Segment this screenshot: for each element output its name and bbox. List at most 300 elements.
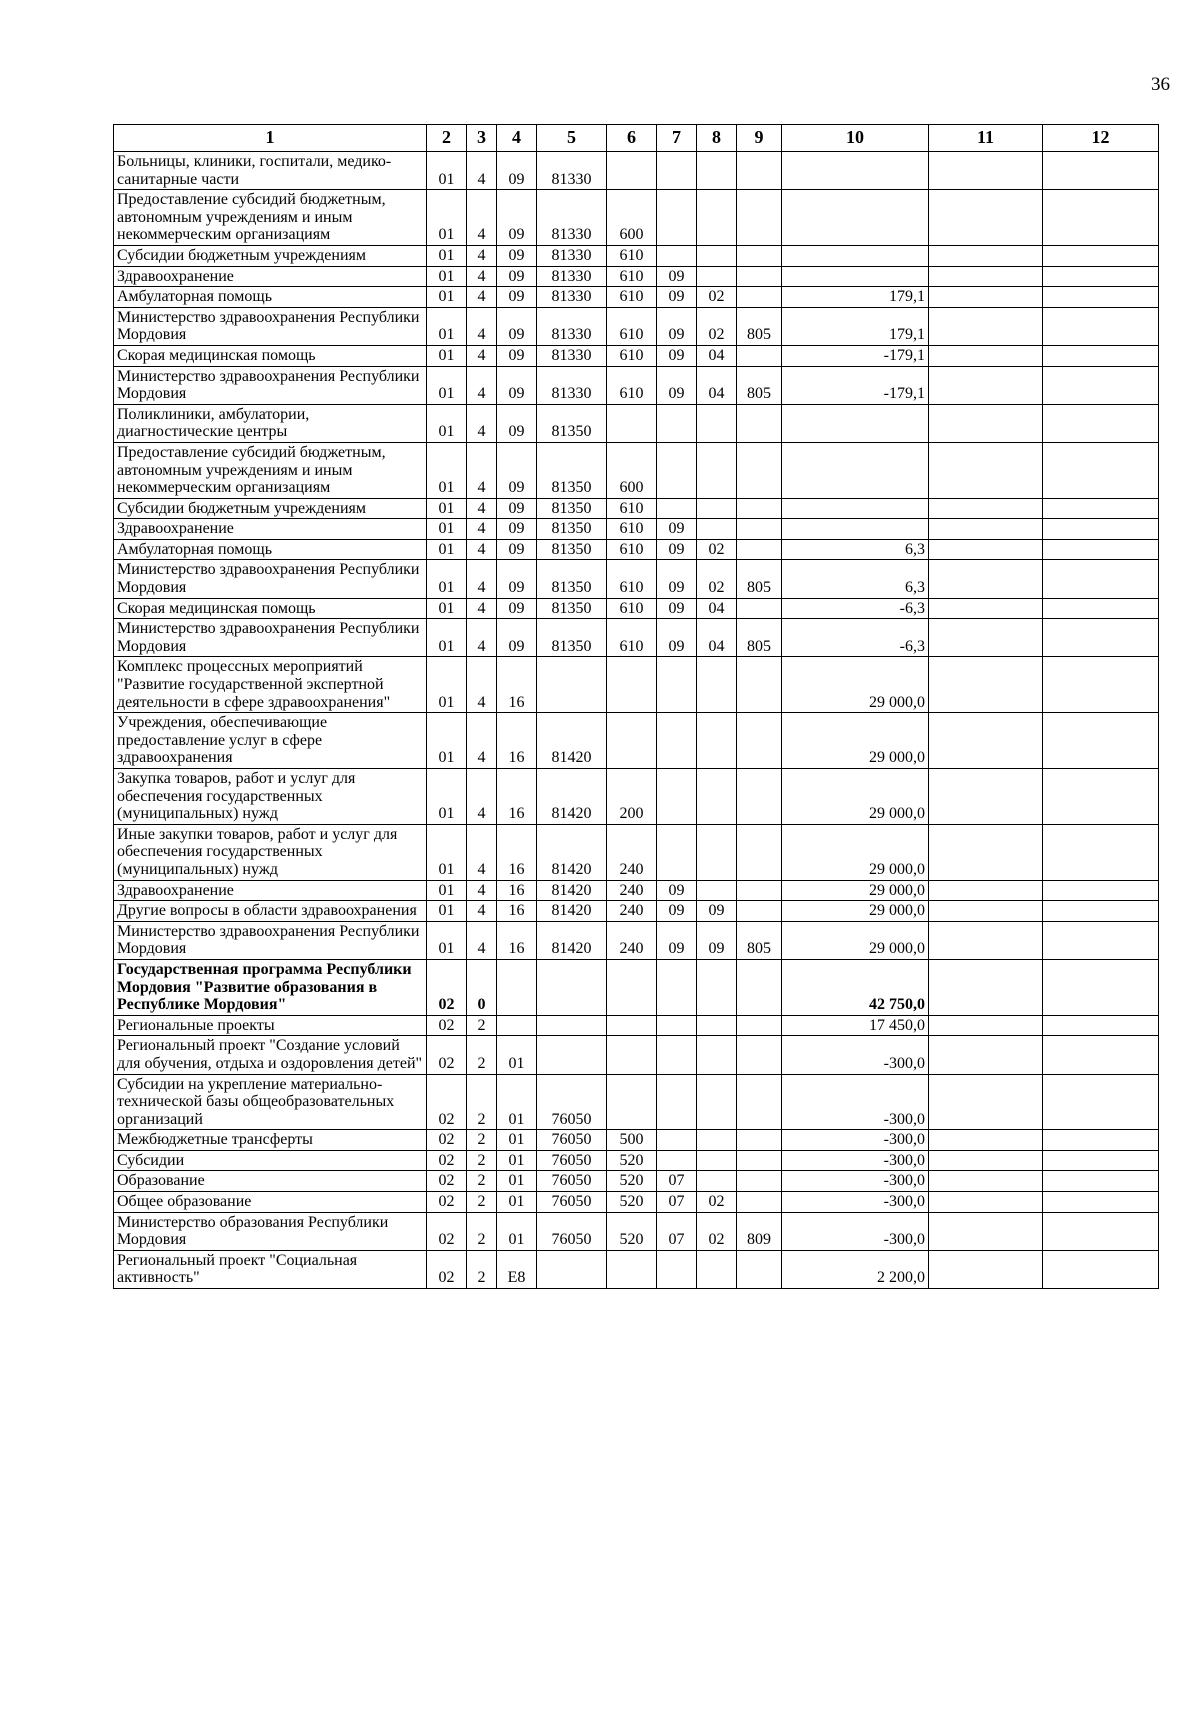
code-cell-col3: 4: [467, 404, 497, 442]
code-cell-col4: 09: [497, 152, 537, 190]
amount-cell-col12: [1043, 769, 1159, 825]
code-cell-col2: 01: [427, 769, 467, 825]
row-name-cell: Поликлиники, амбулатории, диагностические центры: [114, 404, 427, 442]
code-cell-col7: [657, 824, 697, 880]
code-cell-col9: [737, 404, 782, 442]
code-cell-col5: 76050: [537, 1150, 607, 1171]
row-name-cell: Амбулаторная помощь: [114, 539, 427, 560]
code-cell-col2: 01: [427, 539, 467, 560]
code-cell-col2: 01: [427, 880, 467, 901]
code-cell-col9: [737, 1250, 782, 1288]
table-row: [114, 366, 1159, 404]
code-cell-col8: [697, 190, 737, 246]
code-cell-col8: 02: [697, 560, 737, 598]
code-cell-col2: 02: [427, 1074, 467, 1130]
amount-cell-col12: [1043, 366, 1159, 404]
code-cell-col3: 4: [467, 598, 497, 619]
amount-cell-col11: [929, 266, 1043, 287]
amount-cell-col11: [929, 598, 1043, 619]
row-name-cell: Министерство здравоохранения Республики Мордовия: [114, 366, 427, 404]
code-cell-col9: 805: [737, 366, 782, 404]
code-cell-col5: 81350: [537, 442, 607, 498]
code-cell-col3: 4: [467, 880, 497, 901]
code-cell-col3: 4: [467, 713, 497, 769]
amount-cell-col11: [929, 901, 1043, 922]
code-cell-col4: 16: [497, 880, 537, 901]
code-cell-col9: [737, 598, 782, 619]
amount-cell-col10: 179,1: [782, 307, 929, 345]
amount-cell-col10: [782, 519, 929, 540]
amount-cell-col10: -300,0: [782, 1171, 929, 1192]
code-cell-col8: 02: [697, 287, 737, 308]
amount-cell-col10: [782, 152, 929, 190]
table-row: [114, 959, 1159, 1015]
code-cell-col4: [497, 1015, 537, 1036]
code-cell-col4: 09: [497, 345, 537, 366]
code-cell-col8: [697, 880, 737, 901]
table-row: [114, 1036, 1159, 1074]
code-cell-col6: 610: [607, 539, 657, 560]
amount-cell-col12: [1043, 266, 1159, 287]
code-cell-col7: 09: [657, 266, 697, 287]
row-name-cell: Здравоохранение: [114, 519, 427, 540]
code-cell-col7: [657, 1036, 697, 1074]
code-cell-col8: 09: [697, 901, 737, 922]
code-cell-col9: [737, 713, 782, 769]
table-row: [114, 1074, 1159, 1130]
amount-cell-col10: -179,1: [782, 345, 929, 366]
amount-cell-col11: [929, 519, 1043, 540]
amount-cell-col10: 179,1: [782, 287, 929, 308]
column-header-1: 1: [114, 125, 427, 152]
code-cell-col8: [697, 959, 737, 1015]
code-cell-col6: [607, 1015, 657, 1036]
code-cell-col9: [737, 1171, 782, 1192]
code-cell-col4: 09: [497, 560, 537, 598]
code-cell-col9: 809: [737, 1212, 782, 1250]
code-cell-col2: 01: [427, 619, 467, 657]
code-cell-col3: 4: [467, 498, 497, 519]
amount-cell-col12: [1043, 1036, 1159, 1074]
code-cell-col7: 09: [657, 619, 697, 657]
code-cell-col3: 2: [467, 1036, 497, 1074]
amount-cell-col11: [929, 404, 1043, 442]
amount-cell-col10: 29 000,0: [782, 657, 929, 713]
code-cell-col2: 01: [427, 598, 467, 619]
code-cell-col5: 81330: [537, 307, 607, 345]
amount-cell-col10: 29 000,0: [782, 921, 929, 959]
code-cell-col9: [737, 880, 782, 901]
table-row: [114, 539, 1159, 560]
amount-cell-col12: [1043, 404, 1159, 442]
code-cell-col6: 600: [607, 442, 657, 498]
column-header-3: 3: [467, 125, 497, 152]
code-cell-col4: 16: [497, 921, 537, 959]
code-cell-col4: 09: [497, 190, 537, 246]
code-cell-col4: 09: [497, 498, 537, 519]
amount-cell-col11: [929, 498, 1043, 519]
row-name-cell: Министерство здравоохранения Республики Мордовия: [114, 307, 427, 345]
code-cell-col7: 07: [657, 1192, 697, 1213]
code-cell-col3: 4: [467, 657, 497, 713]
amount-cell-col11: [929, 539, 1043, 560]
row-name-cell: Скорая медицинская помощь: [114, 345, 427, 366]
amount-cell-col12: [1043, 824, 1159, 880]
amount-cell-col12: [1043, 921, 1159, 959]
amount-cell-col10: 2 200,0: [782, 1250, 929, 1288]
code-cell-col3: 4: [467, 619, 497, 657]
code-cell-col4: [497, 959, 537, 1015]
table-row: [114, 880, 1159, 901]
code-cell-col4: 01: [497, 1074, 537, 1130]
table-row: [114, 307, 1159, 345]
table-row: [114, 266, 1159, 287]
column-header-11: 11: [929, 125, 1043, 152]
code-cell-col7: 09: [657, 307, 697, 345]
code-cell-col8: [697, 498, 737, 519]
amount-cell-col10: -6,3: [782, 619, 929, 657]
amount-cell-col10: [782, 404, 929, 442]
table-row: [114, 245, 1159, 266]
code-cell-col6: 610: [607, 560, 657, 598]
code-cell-col5: 81420: [537, 901, 607, 922]
table-row: [114, 498, 1159, 519]
amount-cell-col11: [929, 1015, 1043, 1036]
row-name-cell: Региональные проекты: [114, 1015, 427, 1036]
code-cell-col7: [657, 152, 697, 190]
code-cell-col8: [697, 1036, 737, 1074]
code-cell-col3: 4: [467, 519, 497, 540]
code-cell-col7: [657, 1015, 697, 1036]
code-cell-col8: 02: [697, 539, 737, 560]
code-cell-col6: [607, 713, 657, 769]
code-cell-col5: 81420: [537, 921, 607, 959]
code-cell-col3: 4: [467, 245, 497, 266]
code-cell-col8: 02: [697, 1192, 737, 1213]
code-cell-col6: [607, 404, 657, 442]
code-cell-col2: 01: [427, 307, 467, 345]
table-row: [114, 190, 1159, 246]
code-cell-col9: 805: [737, 619, 782, 657]
code-cell-col7: [657, 1250, 697, 1288]
amount-cell-col10: -300,0: [782, 1074, 929, 1130]
code-cell-col2: 02: [427, 1212, 467, 1250]
row-name-cell: Другие вопросы в области здравоохранения: [114, 901, 427, 922]
code-cell-col6: 500: [607, 1130, 657, 1151]
code-cell-col6: 520: [607, 1212, 657, 1250]
code-cell-col9: [737, 287, 782, 308]
code-cell-col6: 610: [607, 345, 657, 366]
row-name-cell: Субсидии бюджетным учреждениям: [114, 245, 427, 266]
code-cell-col9: [737, 1192, 782, 1213]
code-cell-col2: 01: [427, 190, 467, 246]
code-cell-col2: 01: [427, 560, 467, 598]
amount-cell-col12: [1043, 880, 1159, 901]
code-cell-col9: 805: [737, 307, 782, 345]
amount-cell-col10: 42 750,0: [782, 959, 929, 1015]
code-cell-col7: [657, 498, 697, 519]
code-cell-col8: [697, 442, 737, 498]
code-cell-col2: 01: [427, 713, 467, 769]
table-body: [114, 152, 1159, 1289]
table-row: [114, 519, 1159, 540]
code-cell-col4: 16: [497, 769, 537, 825]
code-cell-col2: 02: [427, 1192, 467, 1213]
amount-cell-col12: [1043, 442, 1159, 498]
amount-cell-col11: [929, 769, 1043, 825]
code-cell-col4: 09: [497, 245, 537, 266]
code-cell-col9: [737, 824, 782, 880]
code-cell-col5: 81330: [537, 345, 607, 366]
column-header-4: 4: [497, 125, 537, 152]
row-name-cell: Министерство здравоохранения Республики Мордовия: [114, 619, 427, 657]
row-name-cell: Закупка товаров, работ и услуг для обеспечения государственных (муниципальных) нужд: [114, 769, 427, 825]
amount-cell-col11: [929, 1250, 1043, 1288]
amount-cell-col12: [1043, 1130, 1159, 1151]
code-cell-col2: 01: [427, 657, 467, 713]
amount-cell-col12: [1043, 657, 1159, 713]
amount-cell-col12: [1043, 1074, 1159, 1130]
amount-cell-col10: [782, 442, 929, 498]
code-cell-col3: 4: [467, 560, 497, 598]
code-cell-col8: [697, 713, 737, 769]
code-cell-col3: 2: [467, 1130, 497, 1151]
code-cell-col2: 02: [427, 1015, 467, 1036]
code-cell-col9: [737, 1074, 782, 1130]
code-cell-col7: [657, 657, 697, 713]
amount-cell-col12: [1043, 959, 1159, 1015]
code-cell-col9: [737, 1036, 782, 1074]
code-cell-col2: 01: [427, 287, 467, 308]
amount-cell-col12: [1043, 598, 1159, 619]
code-cell-col4: 16: [497, 901, 537, 922]
code-cell-col6: 610: [607, 287, 657, 308]
code-cell-col5: 81350: [537, 539, 607, 560]
code-cell-col5: 76050: [537, 1192, 607, 1213]
amount-cell-col12: [1043, 287, 1159, 308]
code-cell-col7: [657, 959, 697, 1015]
code-cell-col9: [737, 519, 782, 540]
code-cell-col5: 81350: [537, 404, 607, 442]
code-cell-col7: 09: [657, 519, 697, 540]
amount-cell-col12: [1043, 713, 1159, 769]
row-name-cell: Учреждения, обеспечивающие предоставление услуг в сфере здравоохранения: [114, 713, 427, 769]
code-cell-col4: 01: [497, 1130, 537, 1151]
code-cell-col7: 09: [657, 560, 697, 598]
code-cell-col8: [697, 404, 737, 442]
code-cell-col3: 4: [467, 266, 497, 287]
code-cell-col2: 01: [427, 921, 467, 959]
code-cell-col6: 610: [607, 307, 657, 345]
code-cell-col8: [697, 1171, 737, 1192]
code-cell-col2: 01: [427, 519, 467, 540]
code-cell-col6: [607, 959, 657, 1015]
code-cell-col7: 07: [657, 1212, 697, 1250]
row-name-cell: Субсидии на укрепление материально-технической базы общеобразовательных организаций: [114, 1074, 427, 1130]
code-cell-col5: 81330: [537, 152, 607, 190]
amount-cell-col12: [1043, 539, 1159, 560]
code-cell-col6: [607, 152, 657, 190]
code-cell-col5: 81330: [537, 287, 607, 308]
code-cell-col7: 09: [657, 366, 697, 404]
code-cell-col4: 09: [497, 442, 537, 498]
code-cell-col5: 76050: [537, 1130, 607, 1151]
table-row: [114, 1150, 1159, 1171]
amount-cell-col11: [929, 713, 1043, 769]
row-name-cell: Предоставление субсидий бюджетным, автономным учреждениям и иным некоммерческим организациям: [114, 190, 427, 246]
code-cell-col3: 0: [467, 959, 497, 1015]
code-cell-col2: 02: [427, 1036, 467, 1074]
amount-cell-col11: [929, 245, 1043, 266]
column-header-5: 5: [537, 125, 607, 152]
code-cell-col6: [607, 1250, 657, 1288]
budget-table: [113, 124, 1159, 1289]
code-cell-col2: 01: [427, 152, 467, 190]
table-row: [114, 1192, 1159, 1213]
code-cell-col2: 02: [427, 1150, 467, 1171]
code-cell-col5: 81350: [537, 598, 607, 619]
code-cell-col8: [697, 1130, 737, 1151]
code-cell-col9: [737, 442, 782, 498]
amount-cell-col11: [929, 366, 1043, 404]
code-cell-col2: 02: [427, 959, 467, 1015]
code-cell-col8: 02: [697, 307, 737, 345]
code-cell-col6: 240: [607, 901, 657, 922]
code-cell-col9: [737, 245, 782, 266]
amount-cell-col11: [929, 619, 1043, 657]
code-cell-col2: 01: [427, 245, 467, 266]
code-cell-col3: 2: [467, 1212, 497, 1250]
amount-cell-col12: [1043, 1171, 1159, 1192]
code-cell-col7: [657, 769, 697, 825]
amount-cell-col10: [782, 498, 929, 519]
amount-cell-col12: [1043, 560, 1159, 598]
code-cell-col9: [737, 769, 782, 825]
amount-cell-col12: [1043, 245, 1159, 266]
column-header-8: 8: [697, 125, 737, 152]
code-cell-col8: [697, 245, 737, 266]
amount-cell-col11: [929, 1036, 1043, 1074]
code-cell-col4: 09: [497, 287, 537, 308]
code-cell-col5: 81350: [537, 519, 607, 540]
code-cell-col2: 02: [427, 1171, 467, 1192]
code-cell-col8: [697, 519, 737, 540]
code-cell-col3: 4: [467, 345, 497, 366]
code-cell-col8: [697, 824, 737, 880]
code-cell-col4: 09: [497, 598, 537, 619]
code-cell-col8: [697, 1074, 737, 1130]
code-cell-col5: [537, 1036, 607, 1074]
table-row: [114, 442, 1159, 498]
code-cell-col3: 4: [467, 539, 497, 560]
code-cell-col6: 610: [607, 266, 657, 287]
code-cell-col2: 01: [427, 442, 467, 498]
code-cell-col2: 01: [427, 366, 467, 404]
code-cell-col2: 01: [427, 345, 467, 366]
code-cell-col5: 81350: [537, 498, 607, 519]
amount-cell-col10: -179,1: [782, 366, 929, 404]
code-cell-col6: [607, 657, 657, 713]
code-cell-col3: 2: [467, 1250, 497, 1288]
table-row: [114, 657, 1159, 713]
code-cell-col6: 520: [607, 1171, 657, 1192]
code-cell-col3: 4: [467, 190, 497, 246]
amount-cell-col12: [1043, 152, 1159, 190]
code-cell-col7: 09: [657, 921, 697, 959]
code-cell-col6: 610: [607, 519, 657, 540]
row-name-cell: Комплекс процессных мероприятий "Развитие государственной экспертной деятельности в сфере здравоохранения": [114, 657, 427, 713]
amount-cell-col10: 17 450,0: [782, 1015, 929, 1036]
code-cell-col9: [737, 266, 782, 287]
code-cell-col8: 04: [697, 619, 737, 657]
amount-cell-col11: [929, 824, 1043, 880]
code-cell-col5: 81350: [537, 560, 607, 598]
code-cell-col4: 01: [497, 1212, 537, 1250]
code-cell-col6: 520: [607, 1150, 657, 1171]
column-header-10: 10: [782, 125, 929, 152]
code-cell-col4: 09: [497, 519, 537, 540]
code-cell-col4: 01: [497, 1150, 537, 1171]
code-cell-col3: 2: [467, 1192, 497, 1213]
column-header-9: 9: [737, 125, 782, 152]
row-name-cell: Министерство здравоохранения Республики Мордовия: [114, 560, 427, 598]
code-cell-col6: 610: [607, 245, 657, 266]
row-name-cell: Здравоохранение: [114, 880, 427, 901]
code-cell-col5: [537, 657, 607, 713]
code-cell-col2: 01: [427, 404, 467, 442]
row-name-cell: Министерство образования Республики Мордовия: [114, 1212, 427, 1250]
amount-cell-col11: [929, 1212, 1043, 1250]
code-cell-col6: 610: [607, 498, 657, 519]
code-cell-col5: 81330: [537, 245, 607, 266]
amount-cell-col12: [1043, 619, 1159, 657]
code-cell-col8: [697, 1250, 737, 1288]
row-name-cell: Региональный проект "Создание условий для обучения, отдыха и оздоровления детей": [114, 1036, 427, 1074]
code-cell-col4: 16: [497, 713, 537, 769]
table-row: [114, 560, 1159, 598]
table-row: [114, 921, 1159, 959]
amount-cell-col10: -300,0: [782, 1150, 929, 1171]
code-cell-col7: [657, 1150, 697, 1171]
table-row: [114, 713, 1159, 769]
amount-cell-col11: [929, 152, 1043, 190]
code-cell-col7: [657, 1074, 697, 1130]
code-cell-col4: E8: [497, 1250, 537, 1288]
code-cell-col3: 4: [467, 824, 497, 880]
code-cell-col8: 04: [697, 345, 737, 366]
code-cell-col6: 610: [607, 619, 657, 657]
code-cell-col9: [737, 190, 782, 246]
amount-cell-col11: [929, 1171, 1043, 1192]
code-cell-col6: 240: [607, 824, 657, 880]
code-cell-col9: [737, 539, 782, 560]
amount-cell-col10: 29 000,0: [782, 901, 929, 922]
amount-cell-col10: [782, 266, 929, 287]
code-cell-col6: 240: [607, 880, 657, 901]
table-row: [114, 769, 1159, 825]
code-cell-col7: [657, 404, 697, 442]
amount-cell-col10: [782, 190, 929, 246]
amount-cell-col11: [929, 959, 1043, 1015]
code-cell-col8: 04: [697, 366, 737, 404]
code-cell-col3: 4: [467, 921, 497, 959]
code-cell-col5: 81330: [537, 366, 607, 404]
amount-cell-col10: -300,0: [782, 1212, 929, 1250]
code-cell-col4: 01: [497, 1171, 537, 1192]
amount-cell-col12: [1043, 498, 1159, 519]
amount-cell-col12: [1043, 1250, 1159, 1288]
row-name-cell: Амбулаторная помощь: [114, 287, 427, 308]
